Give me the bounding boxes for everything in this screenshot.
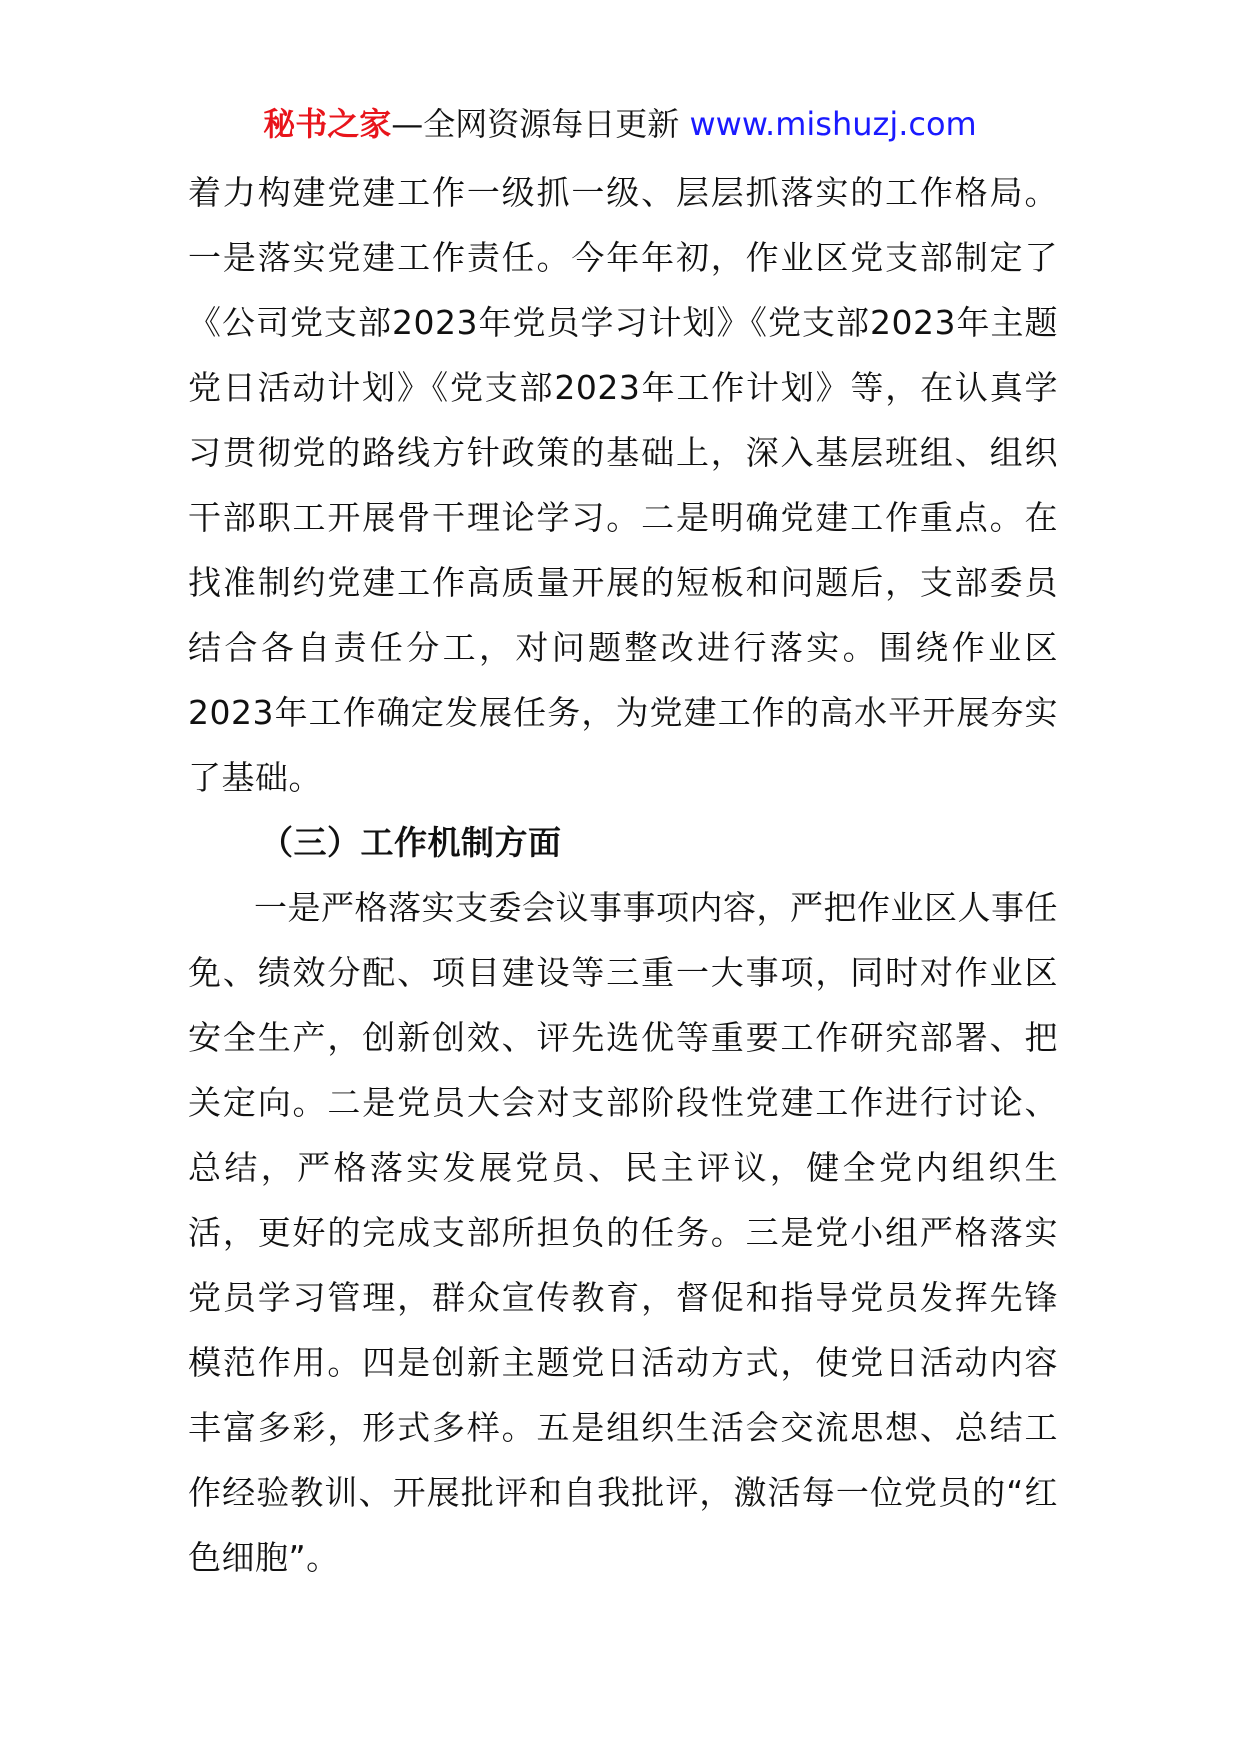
body-paragraph-2: 一是严格落实支委会议事事项内容，严把作业区人事任免、绩效分配、项目建设等三重一大事项，同时对作业区安全生产，创新创效、评先选优等重要工作研究部署、把关定向。二是党员大会对支部阶段性党建工作进行讨论、总结，严格落实发展党员、民主评议，健全党内组织生活，更好的完成支部所担负的任务。三是党小组严格落实党员学习管理，群众宣传教育，督促和指导党员发挥先锋模范作用。四是创新主题党日活动方式，使党日活动内容丰富多彩，形式多样。五是组织生活会交流思想、总结工作经验教训、开展批评和自我批评，激活每一位党员的“红色细胞”。 xyxy=(188,888,1058,1577)
header-tagline: —全网资源每日更新 xyxy=(391,105,690,143)
body-paragraph-1: 着力构建党建工作一级抓一级、层层抓落实的工作格局。一是落实党建工作责任。今年年初，作业区党支部制定了《公司党支部2023年党员学习计划》《党支部2023年主题党日活动计划》《党支部2023年工作计划》等，在认真学习贯彻党的路线方针政策的基础上，深入基层班组、组织干部职工开展骨干理论学习。二是明确党建工作重点。在找准制约党建工作高质量开展的短板和问题后，支部委员结合各自责任分工，对问题整改进行落实。围绕作业区2023年工作确定发展任务，为党建工作的高水平开展夯实了基础。 xyxy=(188,173,1058,797)
document-body xyxy=(188,160,1058,1590)
brand-name: 秘书之家 xyxy=(263,105,392,143)
site-header xyxy=(0,100,1240,148)
section-heading: （三）工作机制方面 xyxy=(260,823,562,862)
site-url-link[interactable]: www.mishuzj.com xyxy=(689,105,977,143)
